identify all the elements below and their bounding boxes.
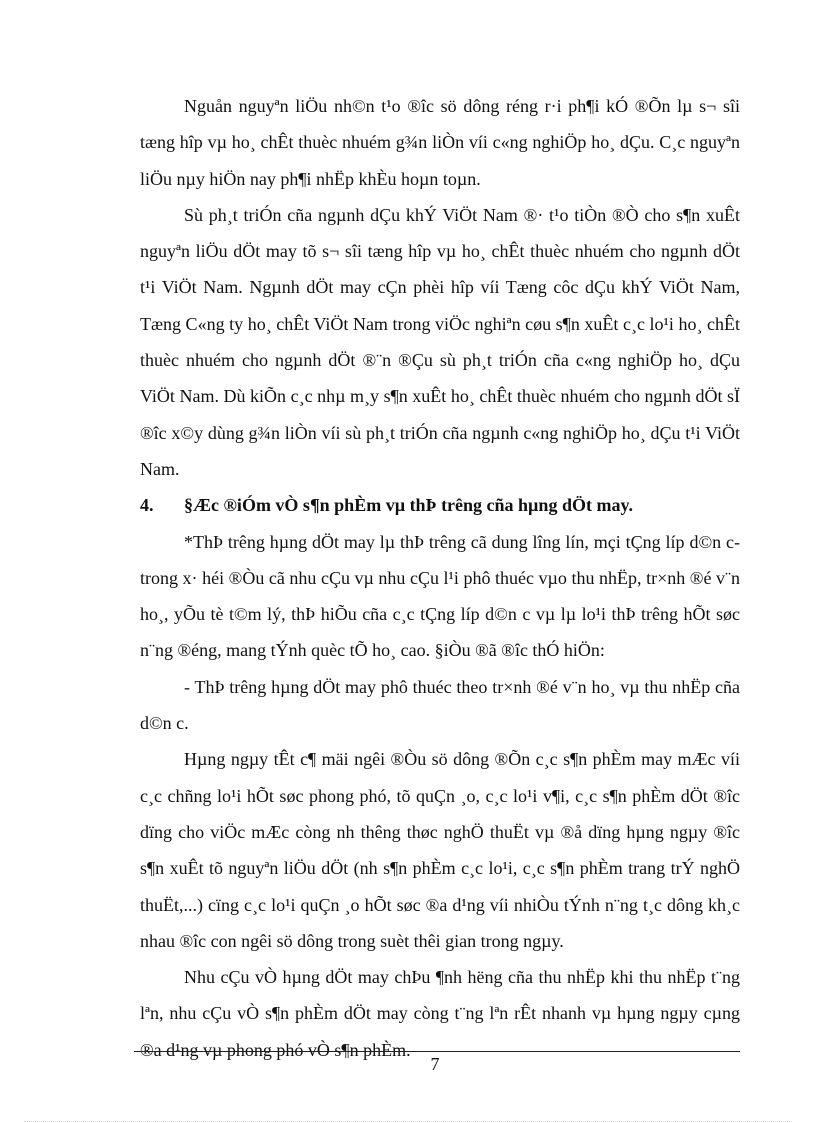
page-body <box>140 88 740 1068</box>
paragraph-daily-products: Hµng ngµy tÊt c¶ mäi ngêi ®Òu sö dông ®Õn c¸c s¶n phÈm may mÆc víi c¸c chñng lo¹i hÕt søc phong phó, tõ quÇn ¸o, c¸c lo¹i v¶i, c¸c s¶n phÈm dÖt ®îc dïng cho viÖc mÆc còng nh thêng thøc nghÖ thuËt vµ ®å dïng hµng ngµy ®îc s¶n xuÊt tõ nguyªn liÖu dÖt (nh s¶n phÈm c¸c lo¹i, c¸c s¶n phÈm trang trÝ nghÖ thuËt,...) cïng c¸c lo¹i quÇn ¸o hÕt søc ®a d¹ng víi nhiÒu tÝnh n¨ng t¸c dông kh¸c nhau ®îc con ngêi sö dông trong suèt thêi gian trong ngµy. <box>140 749 740 951</box>
paragraph-demand-growth: Nhu cÇu vÒ hµng dÖt may chÞu ¶nh hëng cña thu nhËp khi thu nhËp t¨ng lªn, nhu cÇu vÒ s¶n phÈm dÖt may còng t¨ng lªn rÊt nhanh vµ hµng ngµy cµng ®a d¹ng vµ phong phó vÒ s¶n phÈm. <box>140 967 740 1060</box>
page-bottom-dotted-border <box>24 1121 792 1122</box>
page-number: 7 <box>430 1054 440 1074</box>
paragraph-petroleum-industry: Sù ph¸t triÓn cña ngµnh dÇu khÝ ViÖt Nam ®· t¹o tiÒn ®Ò cho s¶n xuÊt nguyªn liÖu dÖt may tõ s¬ sîi tæng hîp vµ ho¸ chÊt thuèc nhuém cho ngµnh dÖt t¹i ViÖt Nam. Ngµnh dÖt may cÇn phèi hîp víi Tæng côc dÇu khÝ ViÖt Nam, Tæng C«ng ty ho¸ chÊt ViÖt Nam trong viÖc nghiªn cøu s¶n xuÊt c¸c lo¹i ho¸ chÊt thuèc nhuém cho ngµnh dÖt ®¨n ®Çu sù ph¸t triÓn cña c«ng nghiÖp ho¸ dÇu ViÖt Nam. Dù kiÕn c¸c nhµ m¸y s¶n xuÊt ho¸ chÊt thuèc nhuém cho ngµnh dÖt sÏ ®îc x©y dùng g¾n liÒn víi sù ph¸t triÓn cña ngµnh c«ng nghiÖp ho¸ dÇu t¹i ViÖt Nam. <box>140 204 740 479</box>
paragraph-income-dependency: - ThÞ trêng hµng dÖt may phô thuéc theo tr×nh ®é v¨n ho¸ vµ thu nhËp cña d©n c. <box>140 676 740 734</box>
section-heading <box>140 487 740 523</box>
paragraph-synthetic-materials: Nguån nguyªn liÖu nh©n t¹o ®îc sö dông réng r·i ph¶i kÓ ®Õn lµ s¬ sîi tæng hîp vµ ho¸ chÊt thuèc nhuém g¾n liÒn víi c«ng nghiÖp ho¸ dÇu. C¸c nguyªn liÖu nµy hiÖn nay ph¶i nhËp khÈu hoµn toµn. <box>140 96 740 189</box>
paragraph-market-overview: *ThÞ trêng hµng dÖt may lµ thÞ trêng cã dung lîng lín, mçi tÇng líp d©n c trong x· héi ®Òu cã nhu cÇu vµ nhu cÇu l¹i phô thuéc vµo thu nhËp, tr×nh ®é v¨n ho¸, yÕu tè t©m lý, thÞ hiÕu cña c¸c tÇng líp d©n c vµ lµ lo¹i thÞ trêng hÕt søc n¨ng ®éng, mang tÝnh quèc tÕ ho¸ cao. §iÒu ®ã ®îc thÓ hiÖn: <box>140 531 740 661</box>
section-number: 4. <box>140 495 154 516</box>
section-title: §Æc ®iÓm vÒ s¶n phÈm vµ thÞ trêng cña hµng dÖt may. <box>184 495 633 516</box>
